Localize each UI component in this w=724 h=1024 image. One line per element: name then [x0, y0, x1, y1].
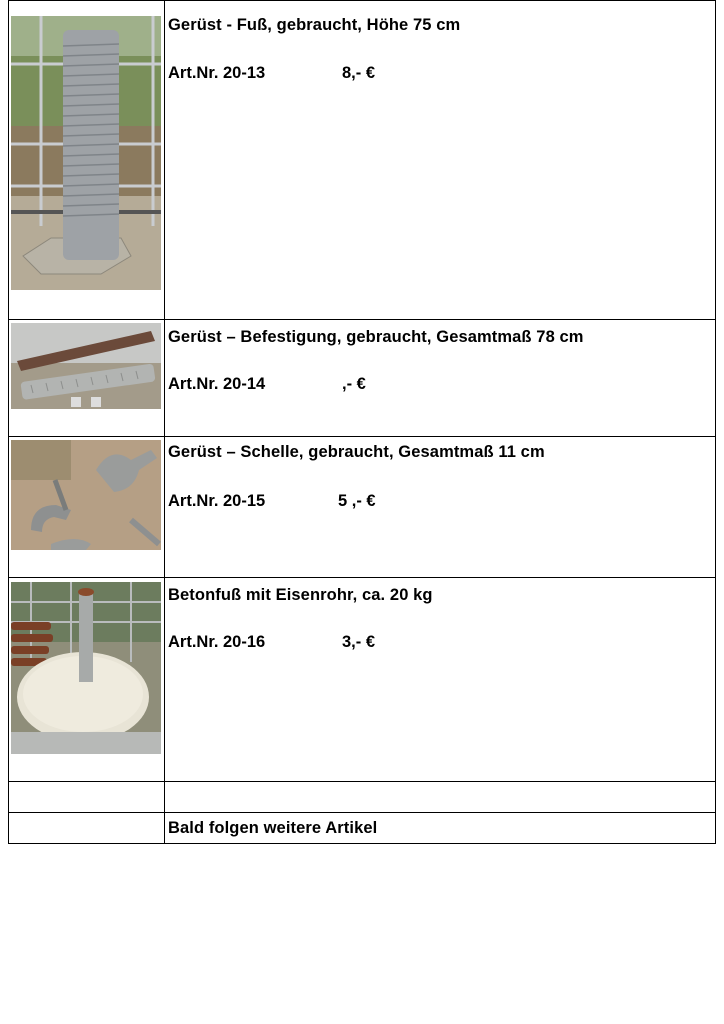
item-price: ,- €: [342, 375, 366, 393]
table-row: [8, 578, 716, 782]
item-article-number: Art.Nr. 20-16: [168, 633, 266, 651]
item-price: 3,- €: [342, 633, 376, 651]
item-title: Gerüst – Befestigung, gebraucht, Gesamtmaß 78 cm: [168, 328, 584, 346]
table-row: [8, 813, 716, 844]
item-article-number: Art.Nr. 20-15: [168, 492, 266, 510]
table-border-top: [8, 0, 716, 1]
footer-note: Bald folgen weitere Artikel: [168, 819, 378, 837]
item-title: Betonfuß mit Eisenrohr, ca. 20 kg: [168, 586, 433, 604]
table-row: [8, 437, 716, 578]
scaffold-foot-photo: [11, 16, 161, 290]
table-row: [8, 320, 716, 437]
table-row-empty: [8, 782, 716, 813]
item-title: Gerüst - Fuß, gebraucht, Höhe 75 cm: [168, 16, 461, 34]
item-title: Gerüst – Schelle, gebraucht, Gesamtmaß 11 cm: [168, 443, 545, 461]
item-article-number: Art.Nr. 20-14: [168, 375, 266, 393]
item-article-number: Art.Nr. 20-13: [168, 64, 266, 82]
concrete-base-photo: [11, 582, 161, 754]
item-price: 8,- €: [342, 64, 376, 82]
table-row: [8, 0, 716, 320]
item-price: 5 ,- €: [338, 492, 376, 510]
scaffold-clamp-photo: [11, 440, 161, 550]
scaffold-fastening-photo: [11, 323, 161, 409]
